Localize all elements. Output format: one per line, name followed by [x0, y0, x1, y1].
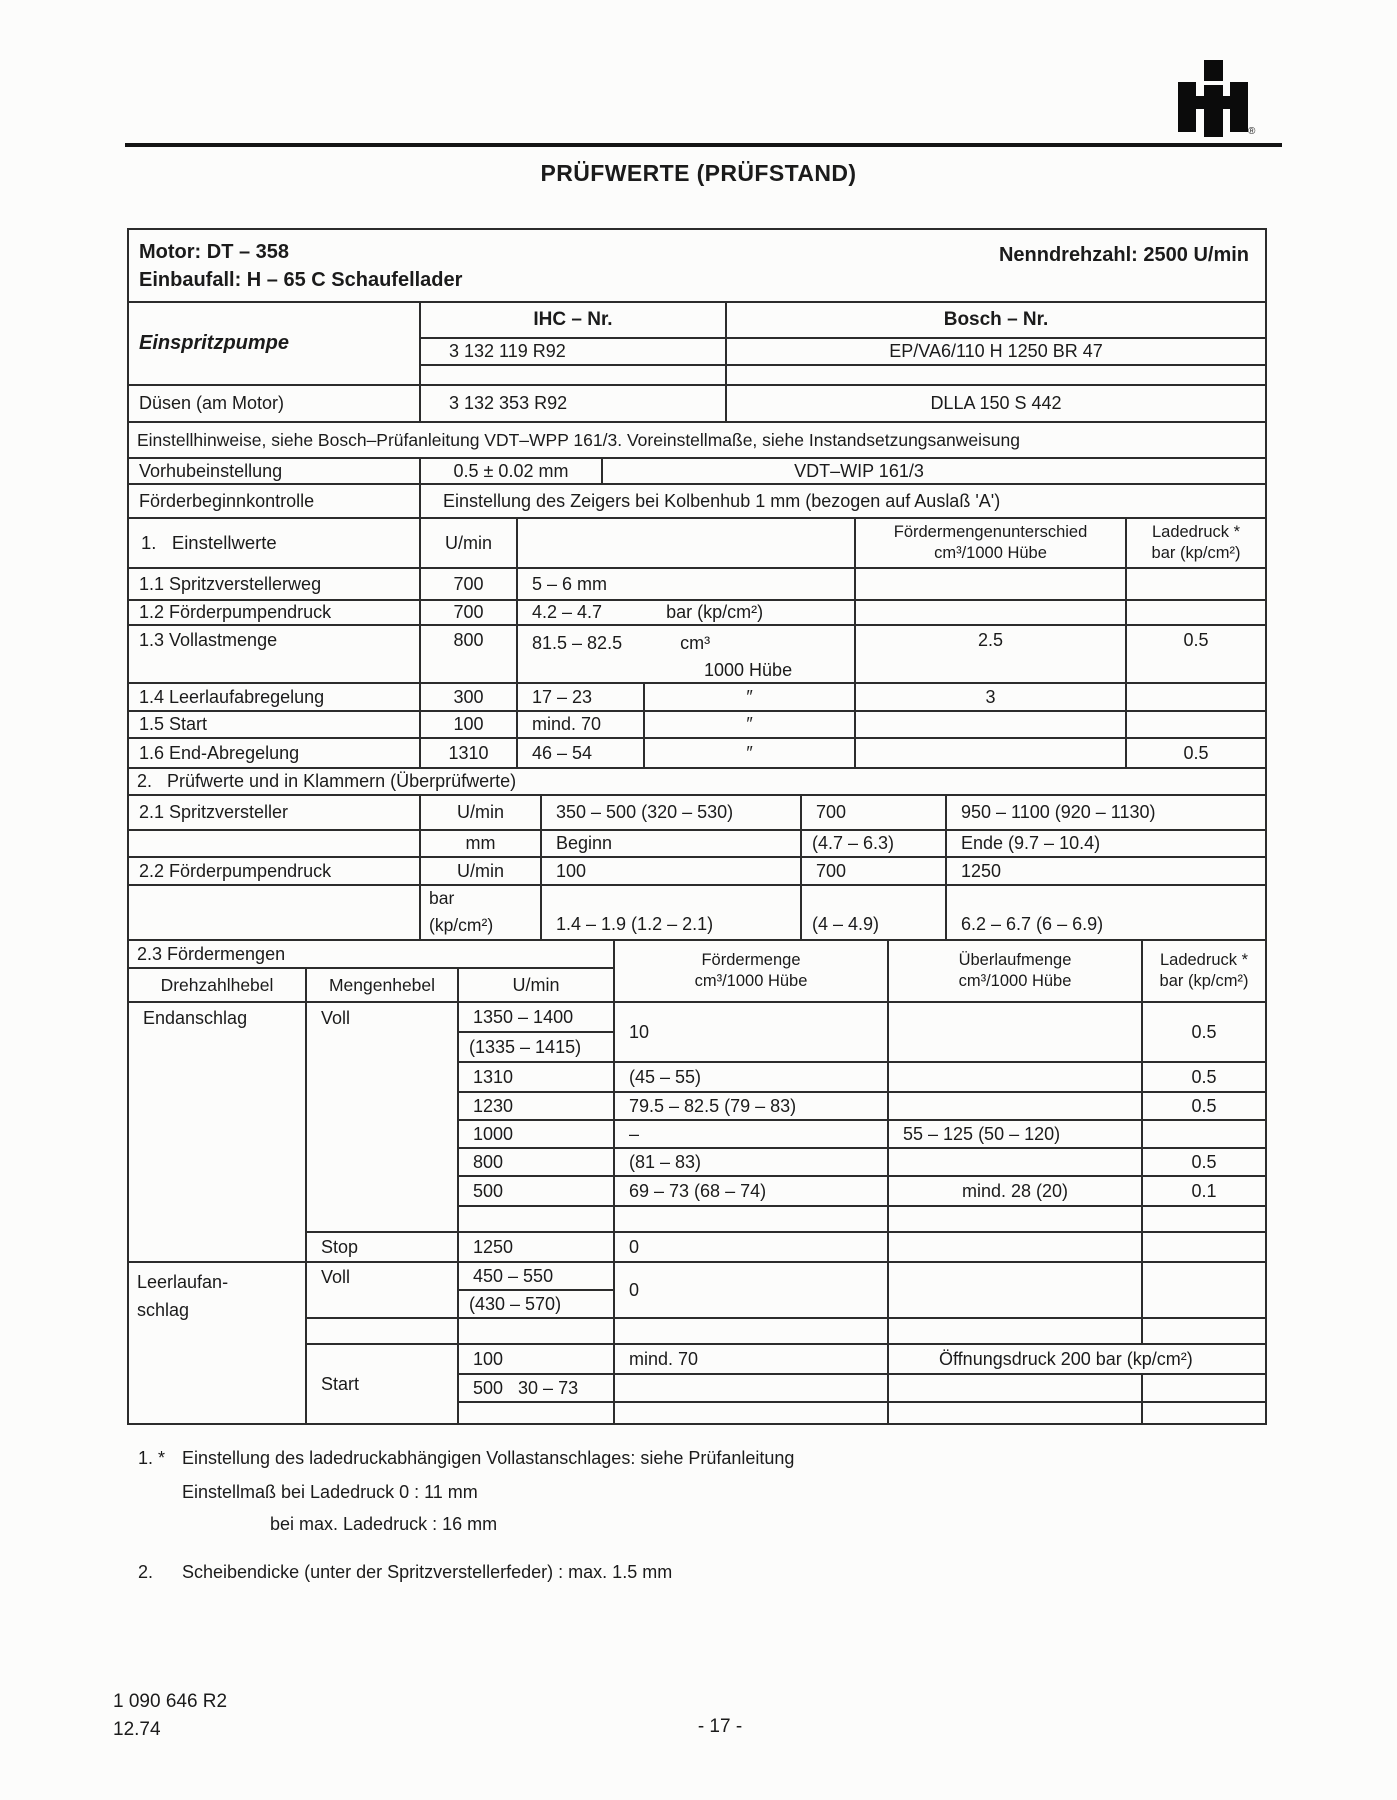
row-14-fmu: 3 — [856, 684, 1127, 712]
row-22b-v1: 1.4 – 1.9 (1.2 – 2.1) — [542, 886, 802, 939]
stop-ueberlauf-empty — [889, 1233, 1143, 1263]
spacer-cell — [615, 1207, 889, 1233]
page-number: - 17 - — [697, 1716, 743, 1737]
row-21b-v1: Beginn — [542, 831, 802, 858]
vorhub-value: 0.5 ± 0.02 mm — [421, 459, 603, 483]
footer-doc-info — [113, 1688, 227, 1744]
stop-menge: 0 — [615, 1233, 889, 1263]
spacer-cell — [1143, 1207, 1265, 1233]
voll2a-umin: 450 – 550 — [459, 1263, 615, 1291]
row-15-lade — [1127, 712, 1265, 739]
row-12-label: 1.2 Förderpumpendruck — [129, 601, 421, 626]
row-16-umin: 1310 — [421, 739, 518, 767]
row-15-fmu — [856, 712, 1127, 739]
start-a-menge: mind. 70 — [615, 1345, 889, 1375]
r4-lade-empty — [1143, 1121, 1265, 1149]
r6-ueberlauf: mind. 28 (20) — [889, 1177, 1143, 1207]
row-11-lade — [1127, 569, 1265, 601]
pump-ihc-value: 3 132 119 R92 — [421, 339, 727, 366]
label-stop: Stop — [307, 1233, 459, 1263]
footnote-2-marker: 2. — [138, 1562, 154, 1582]
r5-lade: 0.5 — [1143, 1149, 1265, 1177]
row-21b-label — [129, 831, 421, 858]
voll2b-umin: (430 – 570) — [459, 1291, 615, 1319]
sec1-empty-header — [518, 519, 856, 569]
row-15-umin: 100 — [421, 712, 518, 739]
leerlauf-line1: Leerlaufan- — [137, 1272, 229, 1292]
row-22b-v2: (4 – 4.9) — [802, 886, 947, 939]
row-16-unit-ditto: ″ — [645, 739, 856, 767]
row-22-v3: 1250 — [947, 858, 1265, 886]
row-13-value — [518, 626, 856, 684]
row-22-label: 2.2 Förderpumpendruck — [129, 858, 421, 886]
pump-empty-cell — [421, 366, 727, 386]
row-22-unit: U/min — [421, 858, 542, 886]
start-a-umin: 100 — [459, 1345, 615, 1375]
footnote-1 — [138, 1448, 794, 1469]
stop-umin: 1250 — [459, 1233, 615, 1263]
row-16-value: 46 – 54 — [518, 739, 645, 767]
header-rule — [125, 143, 1282, 147]
r5-menge: (81 – 83) — [615, 1149, 889, 1177]
footnote-2-text: Scheibendicke (unter der Spritzverstellerfeder) : max. 1.5 mm — [182, 1562, 673, 1582]
col-drehzahlhebel: Drehzahlhebel — [129, 969, 307, 1003]
vorhub-ref: VDT–WIP 161/3 — [794, 460, 924, 481]
row-21-v2: 700 — [802, 796, 947, 831]
row-12-fmu — [856, 601, 1127, 626]
r6-menge: 69 – 73 (68 – 74) — [615, 1177, 889, 1207]
r3-menge: 79.5 – 82.5 (79 – 83) — [615, 1093, 889, 1121]
footnote-2 — [138, 1562, 672, 1583]
fmu-header-line2: cm³/1000 Hübe — [934, 544, 1047, 562]
r3-ueberlauf-empty — [889, 1093, 1143, 1121]
row-14-value: 17 – 23 — [518, 684, 645, 712]
leerlauf-line2: schlag — [137, 1300, 190, 1320]
r4-umin: 1000 — [459, 1121, 615, 1149]
section-23-foerdermengen — [129, 941, 1265, 1423]
duesen-bosch-value: DLLA 150 S 442 — [930, 393, 1062, 413]
row-22b-unit — [421, 886, 542, 939]
row-21b-v3: Ende (9.7 – 10.4) — [947, 831, 1265, 858]
row-21-unit: U/min — [421, 796, 542, 831]
row-13-unit: cm³ — [680, 633, 711, 653]
sec2-title: 2. Prüfwerte und in Klammern (Überprüfwerte) — [129, 769, 1265, 796]
row-15-value: mind. 70 — [518, 712, 645, 739]
col-foerdermenge-line1: Fördermenge — [701, 951, 801, 969]
spacer-cell — [307, 1319, 459, 1345]
r6-umin: 500 — [459, 1177, 615, 1207]
r1-menge: 10 — [615, 1003, 889, 1063]
doc-number: 1 090 646 R2 — [113, 1691, 228, 1712]
ih-logo-right-tab — [1223, 96, 1230, 109]
r4-menge: – — [615, 1121, 889, 1149]
einbaufall-label: Einbaufall: H – 65 C Schaufellader — [139, 269, 463, 291]
row-22b-unit-line1: bar — [429, 888, 455, 908]
spacer-cell — [1143, 1319, 1265, 1345]
row-11-label: 1.1 Spritzverstellerweg — [129, 569, 421, 601]
label-endanschlag: Endanschlag — [129, 1003, 307, 1263]
row-13-label: 1.3 Vollastmenge — [129, 626, 421, 684]
section-1-einstellwerte — [129, 519, 1265, 769]
label-voll-endanschlag: Voll — [307, 1003, 459, 1233]
row-16-fmu — [856, 739, 1127, 767]
row-13-unit-line2: 1000 Hübe — [704, 660, 793, 680]
r3-lade: 0.5 — [1143, 1093, 1265, 1121]
col-ueberlaufmenge-line1: Überlaufmenge — [958, 951, 1072, 969]
row-22b-unit-line2: (kp/cm²) — [429, 915, 494, 935]
row-11-umin: 700 — [421, 569, 518, 601]
pump-empty-cell — [727, 366, 1265, 386]
col-foerdermenge-line2: cm³/1000 Hübe — [694, 972, 808, 990]
row-21-v3: 950 – 1100 (920 – 1130) — [947, 796, 1265, 831]
row-14-label: 1.4 Leerlaufabregelung — [129, 684, 421, 712]
start-b-menge-empty — [615, 1375, 889, 1403]
ladedruck-header-line2: bar (kp/cm²) — [1151, 544, 1241, 562]
registered-trademark-icon: ® — [1248, 126, 1256, 137]
row-14-lade — [1127, 684, 1265, 712]
r1-ueberlauf-empty — [889, 1003, 1143, 1063]
col-umin: U/min — [459, 969, 615, 1003]
fmu-header-line1: Fördermengenunterschied — [893, 523, 1088, 541]
pump-section — [129, 303, 1265, 423]
vorhub-label: Vorhubeinstellung — [129, 459, 421, 483]
row-11-value: 5 – 6 mm — [518, 569, 856, 601]
row-12-unit: bar (kp/cm²) — [666, 602, 764, 622]
col-ladedruck-line1: Ladedruck * — [1159, 951, 1249, 969]
stop-lade-empty — [1143, 1233, 1265, 1263]
row-16-label: 1.6 End-Abregelung — [129, 739, 421, 767]
row-22-v1: 100 — [542, 858, 802, 886]
col-foerdermenge — [615, 941, 889, 1003]
start-b-umin: 500 30 – 73 — [459, 1375, 615, 1403]
row-21-label: 2.1 Spritzversteller — [129, 796, 421, 831]
r2-umin: 1310 — [459, 1063, 615, 1093]
start-b-ueberlauf-empty — [889, 1375, 1143, 1403]
voll2-ueberlauf-empty — [889, 1263, 1143, 1319]
foerderbeginn-value: Einstellung des Zeigers bei Kolbenhub 1 mm (bezogen auf Auslaß 'A') — [443, 490, 1001, 511]
vorhub-row — [129, 459, 1265, 485]
row-14-unit-ditto: ″ — [645, 684, 856, 712]
row-16-lade: 0.5 — [1183, 742, 1209, 763]
spec-table — [127, 228, 1267, 1425]
doc-date: 12.74 — [113, 1719, 161, 1740]
label-leerlaufanschlag — [129, 1263, 307, 1423]
ih-logo — [1178, 60, 1256, 140]
row-13-umin: 800 — [421, 626, 518, 684]
footnote-1-line2: Einstellmaß bei Ladedruck 0 : 11 mm — [182, 1482, 478, 1502]
row-22-v2: 700 — [802, 858, 947, 886]
motor-box — [129, 230, 1265, 303]
row-12-value — [518, 601, 856, 626]
sec1-ladedruck-header — [1127, 519, 1265, 569]
r3-umin: 1230 — [459, 1093, 615, 1121]
spacer-cell — [459, 1207, 615, 1233]
row-11-fmu — [856, 569, 1127, 601]
row-13-range: 81.5 – 82.5 — [532, 633, 623, 653]
row-14-umin: 300 — [421, 684, 518, 712]
row-15-label: 1.5 Start — [129, 712, 421, 739]
start-b-lade-empty — [1143, 1375, 1265, 1403]
ih-logo-left-bar — [1178, 82, 1196, 132]
r1-lade: 0.5 — [1143, 1003, 1265, 1063]
spacer-cell — [615, 1403, 889, 1423]
row-12-umin: 700 — [421, 601, 518, 626]
foerderbeginn-row — [129, 485, 1265, 519]
r4-ueberlauf: 55 – 125 (50 – 120) — [889, 1121, 1143, 1149]
r2-ueberlauf-empty — [889, 1063, 1143, 1093]
r2-menge: (45 – 55) — [615, 1063, 889, 1093]
label-voll-leerlauf: Voll — [307, 1263, 459, 1319]
col-ueberlaufmenge — [889, 941, 1143, 1003]
foerderbeginn-label: Förderbeginnkontrolle — [129, 485, 421, 517]
row-21b-v2: (4.7 – 6.3) — [802, 831, 947, 858]
einstellhinweise-row: Einstellhinweise, siehe Bosch–Prüfanleitung VDT–WPP 161/3. Voreinstellmaße, siehe Instandsetzungsanweisung — [129, 423, 1265, 459]
spacer-cell — [889, 1207, 1143, 1233]
nenndrehzahl-label: Nenndrehzahl: 2500 U/min — [998, 244, 1249, 266]
r6-lade: 0.1 — [1143, 1177, 1265, 1207]
bosch-nr-header: Bosch – Nr. — [727, 303, 1265, 339]
r1a-umin: 1350 – 1400 — [459, 1003, 615, 1033]
r1b-umin: (1335 – 1415) — [459, 1033, 615, 1063]
ladedruck-header-line1: Ladedruck * — [1151, 523, 1241, 541]
row-13-fmu: 2.5 — [856, 626, 1127, 684]
voll2-menge: 0 — [615, 1263, 889, 1319]
section-2-pruefwerte — [129, 796, 1265, 941]
ih-logo-dot — [1204, 60, 1223, 81]
row-12-lade — [1127, 601, 1265, 626]
row-22b-label — [129, 886, 421, 939]
motor-label: Motor: DT – 358 — [139, 241, 290, 263]
sec1-title: 1. Einstellwerte — [129, 519, 421, 569]
row-21b-unit: mm — [421, 831, 542, 858]
col-ladedruck-line2: bar (kp/cm²) — [1159, 972, 1249, 990]
ih-logo-center-bar — [1204, 85, 1223, 137]
footnote-1-text: Einstellung des ladedruckabhängigen Vollastanschlages: siehe Prüfanleitung — [182, 1448, 795, 1468]
col-ladedruck — [1143, 941, 1265, 1003]
footnote-1-marker: 1. * — [138, 1448, 166, 1468]
r5-umin: 800 — [459, 1149, 615, 1177]
row-12-range: 4.2 – 4.7 — [532, 602, 603, 622]
footnote-1-line3: bei max. Ladedruck : 16 mm — [270, 1514, 498, 1534]
col-mengenhebel: Mengenhebel — [307, 969, 459, 1003]
page-title: PRÜFWERTE (PRÜFSTAND) — [540, 160, 857, 186]
label-start: Start — [307, 1345, 459, 1423]
pump-label: Einspritzpumpe — [129, 303, 421, 386]
spacer-cell — [889, 1319, 1143, 1345]
duesen-label: Düsen (am Motor) — [129, 386, 421, 421]
duesen-ihc-value: 3 132 353 R92 — [421, 386, 727, 421]
row-21-v1: 350 – 500 (320 – 530) — [542, 796, 802, 831]
spacer-cell — [1143, 1403, 1265, 1423]
row-22b-v3: 6.2 – 6.7 (6 – 6.9) — [961, 914, 1104, 934]
sec1-umin-header: U/min — [421, 519, 518, 569]
spacer-cell — [459, 1403, 615, 1423]
start-oeffnungsdruck: Öffnungsdruck 200 bar (kp/cm²) — [889, 1345, 1265, 1375]
ihc-nr-header: IHC – Nr. — [421, 303, 727, 339]
r2-lade: 0.5 — [1143, 1063, 1265, 1093]
ih-logo-left-tab — [1196, 96, 1204, 109]
sec23-title: 2.3 Fördermengen — [129, 941, 615, 969]
r5-ueberlauf-empty — [889, 1149, 1143, 1177]
spacer-cell — [615, 1319, 889, 1345]
row-13-lade: 0.5 — [1127, 626, 1265, 684]
ih-logo-right-bar — [1230, 82, 1248, 132]
spacer-cell — [459, 1319, 615, 1345]
pump-bosch-value: EP/VA6/110 H 1250 BR 47 — [727, 339, 1265, 366]
col-ueberlaufmenge-line2: cm³/1000 Hübe — [958, 972, 1072, 990]
row-15-unit-ditto: ″ — [645, 712, 856, 739]
voll2-lade-empty — [1143, 1263, 1265, 1319]
spacer-cell — [889, 1403, 1143, 1423]
sec1-fmu-header — [856, 519, 1127, 569]
